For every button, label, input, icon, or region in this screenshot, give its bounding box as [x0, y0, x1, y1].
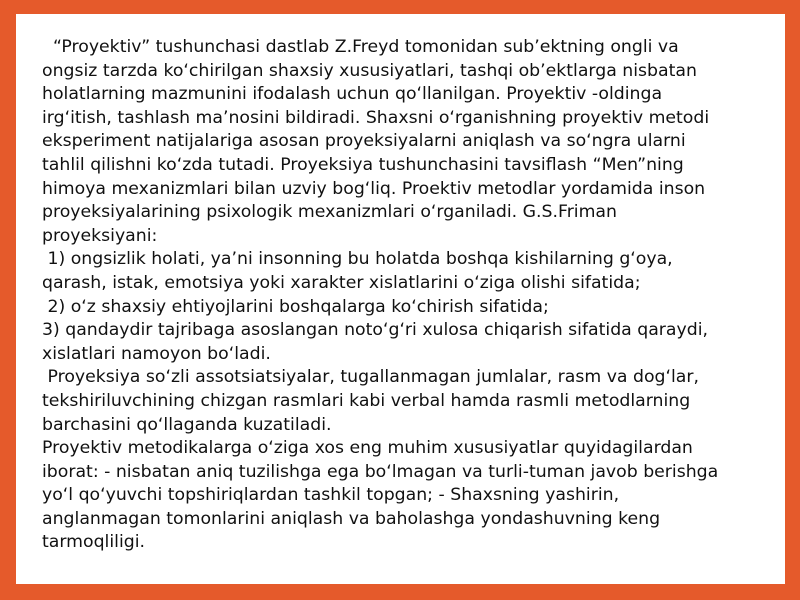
text-line: 3) qandaydir tajribaga asoslangan noto‘g‘ri xulosa chiqarish sifatida qaraydi,: [42, 320, 708, 341]
text-line: 2) o‘z shaxsiy ehtiyojlarini boshqalarga ko‘chirish sifatida;: [42, 296, 549, 317]
text-line: qarash, istak, emotsiya yoki xarakter xislatlarini o‘ziga olishi sifatida;: [42, 272, 641, 293]
text-line: tahlil qilishni ko‘zda tutadi. Proyeksiya tushunchasini tavsiflash “Men”ning: [42, 154, 684, 175]
text-line: anglanmagan tomonlarini aniqlash va baholashga yondashuvning keng: [42, 508, 661, 529]
slide-content-card: [16, 14, 785, 584]
text-line: xislatlari namoyon bo‘ladi.: [42, 343, 271, 364]
text-line: eksperiment natijalariga asosan proyeksiyalarni aniqlash va so‘ngra ularni: [42, 131, 686, 152]
text-line: proyeksiyani:: [42, 225, 158, 246]
text-line: holatlarning mazmunini ifodalash uchun qo‘llanilgan. Proyektiv -oldinga: [42, 84, 663, 105]
text-line: barchasini qo‘llaganda kuzatiladi.: [42, 414, 332, 435]
text-line: iborat: - nisbatan aniq tuzilishga ega bo‘lmagan va turli-tuman javob berishga: [42, 461, 719, 482]
body-text: [42, 36, 757, 555]
text-line: Proyeksiya so‘zli assotsiatsiyalar, tugallanmagan jumlalar, rasm va dog‘lar,: [42, 367, 699, 388]
text-line: 1) ongsizlik holati, ya’ni insonning bu holatda boshqa kishilarning g‘oya,: [42, 249, 673, 270]
text-line: irg‘itish, tashlash ma’nosini bildiradi. Shaxsni o‘rganishning proyektiv metodi: [42, 107, 710, 128]
text-line: tekshiriluvchining chizgan rasmlari kabi verbal hamda rasmli metodlarning: [42, 390, 691, 411]
text-line: ongsiz tarzda ko‘chirilgan shaxsiy xususiyatlari, tashqi ob’ektlarga nisbatan: [42, 60, 697, 81]
text-line: Proyektiv metodikalarga o‘ziga xos eng muhim xususiyatlar quyidagilardan: [42, 438, 693, 459]
text-line: yo‘l qo‘yuvchi topshiriqlardan tashkil topgan; - Shaxsning yashirin,: [42, 485, 620, 506]
text-line: “Proyektiv” tushunchasi dastlab Z.Freyd tomonidan sub’ektning ongli va: [42, 37, 679, 57]
text-line: himoya mexanizmlari bilan uzviy bog‘liq. Proektiv metodlar yordamida inson: [42, 178, 706, 199]
text-line: tarmoqliligi.: [42, 532, 146, 553]
text-line: proyeksiyalarining psixologik mexanizmlari o‘rganiladi. G.S.Friman: [42, 202, 617, 223]
